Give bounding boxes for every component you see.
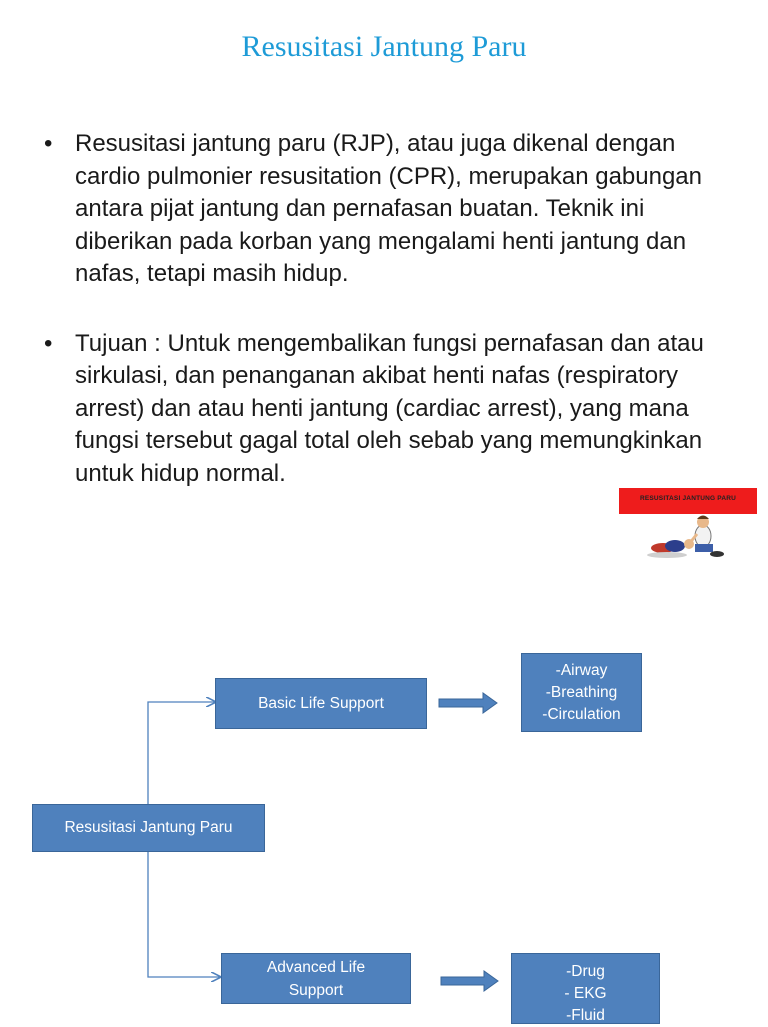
ekg-item: - EKG bbox=[564, 985, 607, 1002]
basic-items-box bbox=[521, 653, 642, 732]
fluid-item: -Fluid bbox=[566, 1007, 605, 1024]
circulation-item: -Circulation bbox=[542, 705, 621, 723]
advanced-label-line-2: Support bbox=[288, 981, 344, 999]
drug-item: -Drug bbox=[566, 963, 605, 980]
slide-title: Resusitasi Jantung Paru bbox=[241, 30, 527, 63]
basic-life-support-box bbox=[215, 678, 427, 729]
advanced-items-box bbox=[511, 953, 660, 1024]
bullet-text: Resusitasi jantung paru (RJP), atau juga dikenal dengan cardio pulmonier resusitation (CPR), merupakan gabungan antara pijat jantung dan pernafasan buatan. Teknik ini diberikan pada korban yang mengalami henti jantung dan nafas, tetapi masih hidup. bbox=[75, 130, 702, 287]
root-rjp-box bbox=[32, 804, 265, 852]
root-rjp-label: Resusitasi Jantung Paru bbox=[64, 819, 233, 836]
block-arrow-advanced bbox=[441, 971, 498, 991]
advanced-label-line-1: Advanced Life bbox=[266, 958, 366, 976]
bullet-dot: • bbox=[44, 329, 53, 357]
bullet-text: Tujuan : Untuk mengembalikan fungsi pernafasan dan atau sirkulasi, dan penanganan akibat henti nafas (respiratory arrest) dan atau henti jantung (cardiac arrest), yang mana fungsi tersebut gagal total oleh sebab yang memungkinkan untuk hidup normal. bbox=[75, 329, 704, 487]
cpr-banner: RESUSITASI JANTUNG PARU bbox=[619, 488, 757, 514]
connector-to-basic bbox=[148, 702, 215, 804]
block-arrow-basic bbox=[439, 693, 497, 713]
bullet-dot: • bbox=[44, 130, 53, 157]
basic-life-support-label: Basic Life Support bbox=[258, 694, 384, 712]
breathing-item: -Breathing bbox=[545, 683, 618, 701]
airway-item: -Airway bbox=[555, 661, 608, 679]
connector-to-advanced bbox=[148, 852, 220, 977]
advanced-life-support-box bbox=[221, 953, 411, 1004]
